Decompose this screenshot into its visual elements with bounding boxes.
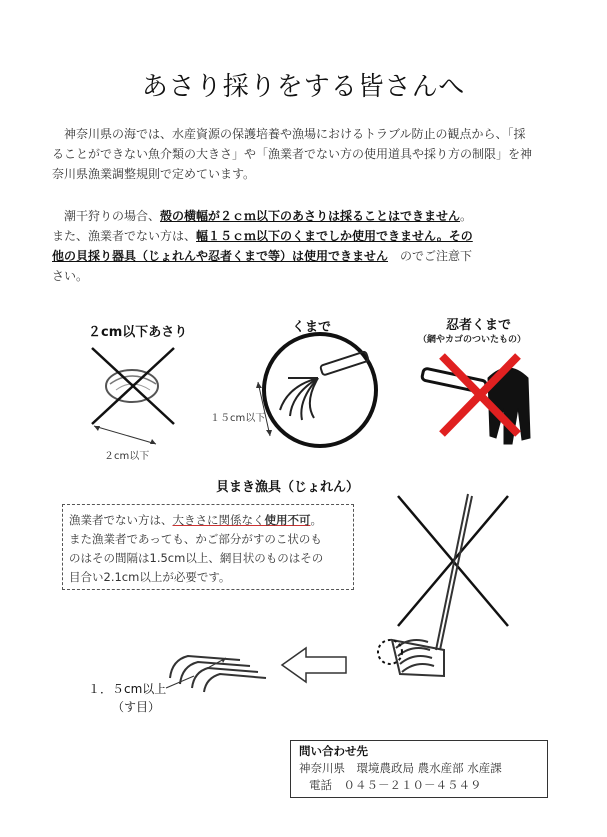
- intro-line: ることができない魚介類の大きさ」や「漁業者でない方の使用道具や採り方の制限」を神: [52, 147, 533, 161]
- rule-asari-size: 殻の横幅が２ｃｍ以下のあさりは採ることはできません: [160, 209, 461, 223]
- contact-heading: 問い合わせ先: [299, 744, 368, 758]
- asari-illustration: [80, 338, 190, 448]
- rule-text: 。その: [436, 229, 473, 243]
- circle-ok-icon: [264, 334, 376, 446]
- notice-text: また漁業者であっても、かご部分がすのこ状のも: [69, 532, 322, 546]
- contact-org: 神奈川県 環境農政局 農水産部 水産課: [299, 761, 502, 775]
- gap-name-label: （す目）: [112, 700, 161, 714]
- ninja-illustration: [418, 348, 550, 448]
- asari-size-label: ２cm以下: [104, 451, 150, 462]
- notice-forbidden: 使用不可: [264, 513, 311, 527]
- notice-text: 。: [310, 513, 322, 527]
- notice-text: のはその間隔は1.5cm以上、網目状のものはその: [69, 551, 324, 565]
- contact-tel: ０４５－２１０－４５４９: [343, 778, 482, 792]
- kumade-size-label: １５cm以下: [210, 413, 266, 424]
- asari-label: ２cm以下あさり: [88, 325, 188, 340]
- rake-icon: [280, 351, 369, 420]
- gap-size-label: １．５cm以上: [88, 682, 167, 696]
- contact-box: [290, 740, 548, 798]
- rule-text: 。: [460, 209, 473, 223]
- cross-mark-icon: [398, 496, 508, 626]
- intro-line: 奈川県漁業調整規則で定めています。: [52, 167, 256, 181]
- intro-paragraph: [52, 124, 562, 184]
- page-title: あさり採りをする皆さんへ: [141, 72, 466, 102]
- contact-tel-label: 電話: [309, 778, 332, 792]
- notice-text: 目合い2.1cm以上が必要です。: [69, 570, 231, 584]
- notice-text: 大きさに関係なく: [172, 513, 265, 527]
- teeth-closeup-icon: [160, 648, 270, 694]
- kumade-label: くまで: [292, 320, 332, 335]
- jyoren-notice: [62, 504, 354, 590]
- jyoren-label: 貝まき漁具（じょれん）: [216, 480, 360, 495]
- rule-text: のでご注意下: [400, 249, 473, 263]
- rule-paragraph: [52, 206, 562, 286]
- jyoren-illustration: [370, 490, 520, 690]
- rule-other-tools: 他の貝採り器具（じょれんや忍者くまで等）は使用できません: [52, 249, 389, 263]
- notice-text: 漁業者でない方は、: [69, 513, 173, 527]
- ninja-label: 忍者くまで: [446, 318, 512, 333]
- kumade-illustration: [258, 330, 388, 450]
- cross-mark-icon: [92, 348, 174, 424]
- rule-kumade-width: 幅１５ｃｍ以下のくまでしか使用できません: [196, 229, 437, 243]
- size-arrow-icon: [94, 426, 156, 444]
- ninja-sublabel: （網やカゴのついたもの）: [418, 335, 527, 345]
- dredge-icon: [378, 494, 472, 676]
- rule-text: 潮干狩りの場合、: [64, 209, 161, 223]
- rule-text: さい。: [52, 269, 89, 283]
- intro-line: 神奈川県の海では、水産資源の保護培養や漁場におけるトラブル防止の観点から、「採: [64, 127, 526, 141]
- rule-text: また、漁業者でない方は、: [52, 229, 197, 243]
- arrow-left-icon: [280, 644, 350, 686]
